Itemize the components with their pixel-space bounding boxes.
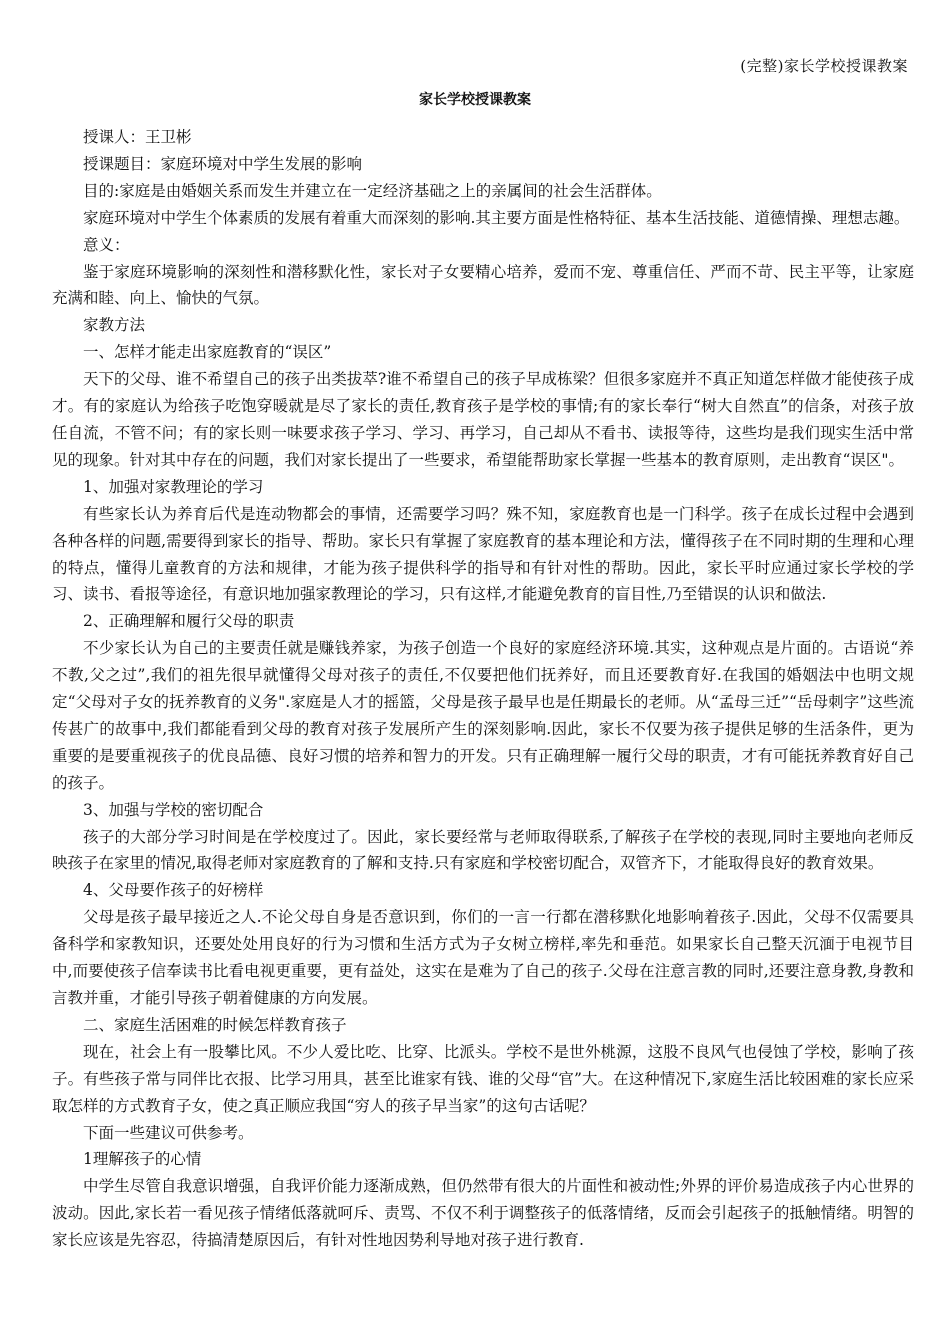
paragraph: 现在，社会上有一股攀比风。不少人爱比吃、比穿、比派头。学校不是世外桃源，这股不良风气也侵蚀了学校，影响了孩子。有些孩子常与同伴比衣报、比学习用具，甚至比谁家有钱、谁的父母“官”大。在这种情况下,家庭生活比较困难的家长应采取怎样的方式教育子女，使之真正顺应我国“穷人的孩子早当家”的这句古话呢？ — [52, 1042, 914, 1115]
running-header: (完整)家长学校授课教案 — [740, 57, 908, 75]
paragraph: 中学生尽管自我意识增强，自我评价能力逐渐成熟，但仍然带有很大的片面性和被动性;外界的评价易造成孩子内心世界的波动。因此,家长若一看见孩子情绪低落就呵斥、责骂、不仅不利于调整孩子的低落情绪，反而会引起孩子的抵触情绪。明智的家长应该是先容忍，待搞清楚原因后，有针对性地因势利导地对孩子进行教育. — [52, 1177, 914, 1250]
subsection-heading: 1、加强对家教理论的学习 — [83, 477, 264, 496]
paragraph: 天下的父母、谁不希望自己的孩子出类拔萃?谁不希望自己的孩子早成栋梁？但很多家庭并不真正知道怎样做才能使孩子成才。有的家庭认为给孩子吃饱穿暖就是尽了家长的责任,教育孩子是学校的事情;有的家长奉行“树大自然直”的信条，对孩子放任自流，不管不问；有的家长则一味要求孩子学习、学习、再学习，自己却从不看书、读报等待，这些均是我们现实生活中常见的现象。针对其中存在的问题，我们对家长提出了一些要求，希望能帮助家长掌握一些基本的教育原则，走出教育“误区"。 — [52, 370, 914, 469]
paragraph: 授课题目：家庭环境对中学生发展的影响 — [83, 154, 363, 173]
subsection-heading: 4、父母要作孩子的好榜样 — [83, 881, 264, 900]
subsection-heading: 3、加强与学校的密切配合 — [83, 800, 264, 819]
section-heading: 家教方法 — [83, 316, 146, 335]
subsection-heading: 1理解孩子的心情 — [83, 1150, 202, 1169]
paragraph: 鉴于家庭环境影响的深刻性和潜移默化性，家长对子女要精心培养，爱而不宠、尊重信任、严而不苛、民主平等，让家庭充满和睦、向上、愉快的气氛。 — [52, 262, 914, 308]
section-heading: 二、家庭生活困难的时候怎样教育孩子 — [83, 1015, 347, 1034]
paragraph: 意义： — [83, 235, 130, 254]
paragraph: 不少家长认为自己的主要责任就是赚钱养家，为孩子创造一个良好的家庭经济环境.其实，这种观点是片面的。古语说“养不教,父之过”,我们的祖先很早就懂得父母对孩子的责任,不仅要把他们抚养好，而且还要教育好.在我国的婚姻法中也明文规定“父母对子女的抚养教育的义务".家庭是人才的摇篮，父母是孩子最早也是任期最长的老师。从“孟母三迁”“岳母刺字”这些流传甚广的故事中,我们都能看到父母的教育对孩子发展所产生的深刻影响.因此，家长不仅要为孩子提供足够的生活条件，更为重要的是要重视孩子的优良品德、良好习惯的培养和智力的开发。只有正确理解一履行父母的职责，才有可能抚养教育好自己的孩子。 — [52, 639, 914, 792]
document-body — [52, 124, 914, 1254]
paragraph: 家庭环境对中学生个体素质的发展有着重大而深刻的影响.其主要方面是性格特征、基本生活技能、道德情操、理想志趣。 — [83, 208, 910, 227]
paragraph: 下面一些建议可供参考。 — [83, 1123, 254, 1142]
paragraph: 目的:家庭是由婚姻关系而发生并建立在一定经济基础之上的亲属间的社会生活群体。 — [83, 181, 662, 200]
paragraph: 有些家长认为养育后代是连动物都会的事情，还需要学习吗？殊不知，家庭教育也是一门科学。孩子在成长过程中会遇到各种各样的问题,需要得到家长的指导、帮助。家长只有掌握了家庭教育的基本理论和方法，懂得孩子在不同时期的生理和心理的特点，懂得儿童教育的方法和规律，才能为孩子提供科学的指导和有针对性的帮助。因此，家长平时应通过家长学校的学习、读书、看报等途径，有意识地加强家教理论的学习，只有这样,才能避免教育的盲目性,乃至错误的认识和做法. — [52, 504, 914, 604]
paragraph: 授课人：王卫彬 — [83, 128, 192, 146]
section-heading: 一、怎样才能走出家庭教育的“误区” — [83, 343, 332, 362]
paragraph: 孩子的大部分学习时间是在学校度过了。因此，家长要经常与老师取得联系,了解孩子在学校的表现,同时主要地向老师反映孩子在家里的情况,取得老师对家庭教育的了解和支持.只有家庭和学校密切配合，双管齐下，才能取得良好的教育效果。 — [52, 827, 914, 873]
subsection-heading: 2、正确理解和履行父母的职责 — [83, 612, 295, 631]
document-title: 家长学校授课教案 — [419, 92, 531, 108]
paragraph: 父母是孩子最早接近之人.不论父母自身是否意识到，你们的一言一行都在潜移默化地影响着孩子.因此，父母不仅需要具备科学和家教知识，还要处处用良好的行为习惯和生活方式为子女树立榜样,率先和垂范。如果家长自己整天沉湎于电视节目中,而要使孩子信奉读书比看电视更重要，更有益处，这实在是难为了自己的孩子.父母在注意言教的同时,还要注意身教,身教和言教并重，才能引导孩子朝着健康的方向发展。 — [52, 908, 914, 1007]
